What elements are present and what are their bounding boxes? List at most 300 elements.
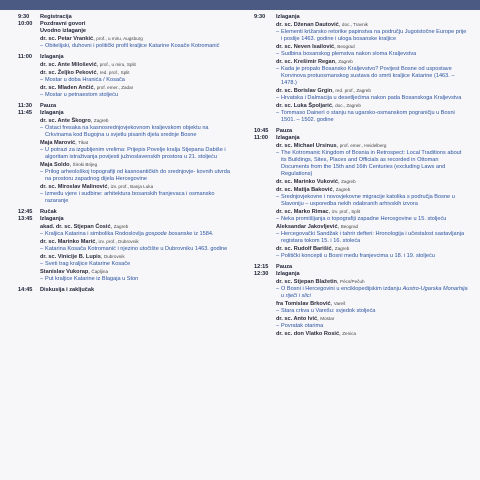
time-slot [18, 191, 40, 205]
program-row [254, 14, 468, 21]
talk-title [40, 43, 236, 50]
program-content [40, 35, 236, 43]
time-slot [254, 87, 276, 95]
speaker: dr. sc. Željko Peković, red. prof., Split [40, 70, 130, 76]
program-content [40, 43, 236, 50]
program-row [254, 308, 468, 315]
bullet-dash: – [40, 191, 44, 197]
bullet-dash: – [40, 261, 44, 267]
speaker-name: dr. sc. Stjepan Blažetin [276, 279, 337, 285]
program-content [276, 208, 468, 216]
speaker-name: dr. sc. Dženan Dautović [276, 22, 339, 28]
speaker-affiliation: Dubrovnik [103, 254, 125, 259]
speaker-affiliation: Pécs/Pečuh [340, 279, 365, 284]
program-content [276, 58, 468, 66]
speaker-name: dr. sc. Petar Vrankić [40, 36, 94, 42]
talk-title-text: Hrvatska i Dalmacija u desetljećima nakon pada Bosanskoga Kraljevstva [281, 95, 462, 101]
program-row [18, 110, 236, 117]
speaker: dr. sc. Petar Vrankić, prof., u miru, Augsburg [40, 36, 143, 42]
time-slot [254, 51, 276, 58]
bullet-dash: – [276, 286, 280, 292]
time-slot [254, 95, 276, 102]
program-row [18, 209, 236, 216]
program-content [276, 286, 468, 300]
program-row [254, 43, 468, 51]
speaker-affiliation: Zagreb [334, 246, 350, 251]
speaker: dr. sc. Marinko Vuković, Zagreb [276, 179, 356, 185]
time-slot [18, 268, 40, 276]
program-row [18, 231, 236, 238]
bullet-dash: – [276, 150, 280, 156]
program-content [276, 308, 468, 315]
bullet-dash: – [276, 110, 280, 116]
program-row [254, 66, 468, 87]
talk-title [276, 231, 468, 245]
talk-title-text: Sudbina bosanskog plemstva nakon sloma Kraljevstva [281, 51, 417, 57]
session-heading: Uvodno izlaganje [40, 28, 86, 34]
time-slot: 11:45 [18, 110, 32, 116]
program-row [18, 14, 236, 21]
talk-title-text: Sveti trag kraljice Katarine Kosače [45, 261, 131, 267]
program-row [254, 178, 468, 186]
program-content [40, 84, 236, 92]
time-slot [18, 117, 40, 125]
program-content [276, 271, 468, 278]
program-row [254, 194, 468, 208]
speaker: dr. sc. Marko Rimac, izv. prof., Split [276, 209, 361, 215]
program-content [40, 216, 236, 223]
program-row [254, 95, 468, 102]
time-slot [254, 315, 276, 323]
program-row [18, 276, 236, 283]
program-row [18, 35, 236, 43]
program-row [18, 43, 236, 50]
time-slot [254, 178, 276, 186]
speaker-affiliation: Čapljina [91, 269, 109, 274]
speaker-affiliation: red. prof., Zagreb [335, 88, 371, 93]
program-row [18, 246, 236, 253]
program-content [276, 231, 468, 245]
program-content [40, 223, 236, 231]
program-row [18, 268, 236, 276]
program-content [40, 246, 236, 253]
time-slot [18, 69, 40, 77]
program-content [276, 323, 468, 330]
bullet-dash: – [40, 43, 44, 49]
time-slot: 11:30 [18, 103, 32, 109]
time-slot [18, 183, 40, 191]
program-row [254, 135, 468, 142]
speaker-name: fra Tomislav Brković [276, 301, 331, 307]
speaker: Maja Marović, Tikat [40, 140, 89, 146]
program-content [40, 231, 236, 238]
block-label: Pauza [40, 103, 57, 109]
speaker: fra Tomislav Brković, Vareš [276, 301, 346, 307]
time-slot [18, 35, 40, 43]
program-row [254, 330, 468, 338]
talk-title [40, 191, 236, 205]
talk-title [40, 261, 236, 268]
talk-title [276, 51, 468, 58]
speaker: dr. sc. Ante Milošević, prof., u miru, Split [40, 62, 136, 68]
bullet-dash: – [40, 92, 44, 98]
speaker-name: dr. sc. Marko Rimac [276, 209, 329, 215]
bullet-dash: – [40, 125, 44, 131]
speaker: dr. sc. Anto Ivić, Mostar [276, 316, 335, 322]
time-slot [18, 92, 40, 99]
program-content [40, 21, 236, 28]
speaker-affiliation: Beograd [337, 44, 355, 49]
time-slot [254, 186, 276, 194]
program-row [18, 161, 236, 169]
time-slot [18, 223, 40, 231]
program-row [18, 223, 236, 231]
bullet-dash: – [276, 51, 280, 57]
talk-title [40, 92, 236, 99]
time-slot [254, 110, 276, 124]
speaker-name: dr. sc. Vinicije B. Lupis [40, 254, 101, 260]
program-content [276, 300, 468, 308]
program-row [254, 323, 468, 330]
talk-title-text: Kraljica Katarina i simbolika Rodoslovlja gospode bosanske iz 1584. [45, 231, 214, 237]
talk-title [40, 231, 236, 238]
speaker-name: Aleksandar Jakovljević [276, 224, 338, 230]
program-content [40, 169, 236, 183]
speaker: akad. dr. sc. Stjepan Ćosić, Zagreb [40, 224, 129, 230]
time-slot [18, 125, 40, 139]
program-row [18, 28, 236, 35]
program-content [40, 77, 236, 84]
bullet-dash: – [40, 169, 44, 175]
program-row [18, 117, 236, 125]
speaker-affiliation: Zagreb [335, 187, 351, 192]
time-slot: 11:00 [254, 135, 268, 141]
time-slot [254, 66, 276, 87]
program-content [40, 69, 236, 77]
program-row [254, 142, 468, 150]
block-label: Izlaganja [40, 216, 64, 222]
talk-title [40, 147, 236, 161]
program-row [18, 61, 236, 69]
speaker: dr. sc. Krešimir Regan, Zagreb [276, 59, 353, 65]
speaker-name: dr. sc. Krešimir Regan [276, 59, 336, 65]
speaker-affiliation: Zagreb [341, 179, 356, 184]
talk-title-text: Srednjovjekovne i novovjekovne migracije katolika s područja Bosne u Slavoniju – usporedba nekih odabranih arhivskih izvora [281, 194, 455, 207]
program-content [40, 191, 236, 205]
program-content [276, 264, 468, 271]
bullet-dash: – [276, 29, 280, 35]
talk-title-text: Povratak otarima [281, 323, 324, 329]
program-row [18, 287, 236, 294]
talk-title [40, 169, 236, 183]
time-slot [254, 150, 276, 178]
program-content [40, 147, 236, 161]
program-row [254, 216, 468, 223]
program-row [254, 29, 468, 43]
block-label: Izlaganja [276, 135, 300, 141]
speaker-affiliation: doc., Zagreb [335, 103, 361, 108]
time-slot [254, 300, 276, 308]
program-row [254, 271, 468, 278]
time-slot: 12:45 [18, 209, 33, 215]
time-slot [254, 21, 276, 29]
talk-title [40, 125, 236, 139]
time-slot [18, 261, 40, 268]
talk-title-text: Tommaso Dainerì o stanju na ugarsko-osmanskom pograničju u Bosni 1501. – 1502. godine [281, 110, 455, 123]
block-label: Izlaganja [276, 14, 300, 20]
program-row [254, 102, 468, 110]
talk-title [276, 253, 468, 260]
bullet-dash: – [40, 147, 44, 153]
program-row [18, 191, 236, 205]
block-label: Diskusija i zaključak [40, 287, 95, 293]
time-slot [254, 278, 276, 286]
block-label: Registracija [40, 14, 72, 20]
program-row [254, 51, 468, 58]
program-column-left [18, 14, 236, 294]
program-content [40, 139, 236, 147]
program-row [254, 245, 468, 253]
program-row [254, 186, 468, 194]
speaker: dr. sc. Luka Špoljarić, doc., Zagreb [276, 103, 361, 109]
program-content [40, 103, 236, 110]
talk-title [276, 29, 468, 43]
talk-title [40, 276, 236, 283]
program-row [254, 110, 468, 124]
speaker-name: Maja Marović [40, 140, 76, 146]
program-row [18, 125, 236, 139]
bullet-dash: – [276, 95, 280, 101]
speaker: dr. sc. Michael Ursinus, prof. emer., Heidelberg [276, 143, 387, 149]
top-band [0, 6, 480, 10]
time-slot [254, 223, 276, 231]
program-content [276, 51, 468, 58]
program-content [40, 161, 236, 169]
program-row [18, 77, 236, 84]
block-label: Izlaganja [40, 110, 64, 116]
program-content [276, 110, 468, 124]
speaker-affiliation: izv. prof., Split [331, 209, 361, 214]
time-slot [254, 208, 276, 216]
speaker: Stanislav Vukorap, Čapljina [40, 269, 109, 275]
time-slot: 11:00 [18, 54, 32, 60]
program-row [18, 84, 236, 92]
program-content [276, 253, 468, 260]
program-row [18, 103, 236, 110]
program-row [254, 300, 468, 308]
speaker-name: dr. sc. Anto Ivić [276, 316, 318, 322]
program-content [40, 110, 236, 117]
speaker-affiliation: Zagreb [338, 59, 353, 64]
time-slot [18, 253, 40, 261]
bullet-dash: – [40, 77, 44, 83]
time-slot [254, 102, 276, 110]
speaker-affiliation: red. prof., Split [99, 70, 130, 75]
speaker: dr. sc. Ante Škogro, Zagreb [40, 118, 109, 124]
time-slot: 9:30 [254, 14, 266, 20]
time-slot [254, 194, 276, 208]
time-slot: 13:45 [18, 216, 33, 222]
program-row [254, 58, 468, 66]
time-slot [254, 231, 276, 245]
speaker: dr. sc. Rudolf Barišić, Zagreb [276, 246, 350, 252]
talk-title [276, 110, 468, 124]
talk-title [276, 286, 468, 300]
talk-title [40, 246, 236, 253]
speaker-affiliation: Beograd [340, 224, 359, 229]
program-content [276, 142, 468, 150]
program-column-right [254, 14, 468, 338]
program-content [276, 29, 468, 43]
program-content [276, 87, 468, 95]
block-label: Pauza [276, 264, 293, 270]
program-row [254, 278, 468, 286]
speaker-name: akad. dr. sc. Stjepan Ćosić [40, 224, 111, 230]
program-content [40, 287, 236, 294]
program-row [18, 216, 236, 223]
speaker-name: dr. sc. Luka Špoljarić [276, 103, 332, 109]
speaker: Aleksandar Jakovljević, Beograd [276, 224, 359, 230]
speaker-name: Maja Soldo [40, 162, 70, 168]
program-content [40, 14, 236, 21]
program-content [276, 43, 468, 51]
time-slot: 14:45 [18, 287, 33, 293]
program-content [276, 223, 468, 231]
program-content [276, 95, 468, 102]
program-content [40, 117, 236, 125]
program-content [276, 330, 468, 338]
speaker: dr. sc. Matija Baković, Zagreb [276, 187, 351, 193]
talk-title [276, 66, 468, 87]
talk-title-text: Stara crkva u Varešu: svjedok stoljeća [281, 308, 376, 314]
talk-title [276, 308, 468, 315]
speaker-name: dr. sc. Neven Isailović [276, 44, 335, 50]
program-row [254, 223, 468, 231]
time-slot: 10:45 [254, 128, 269, 134]
speaker: dr. sc. Borislav Grgin, red. prof., Zagreb [276, 88, 371, 94]
program-content [40, 276, 236, 283]
speaker-name: dr. sc. Mladen Ančić [40, 85, 94, 91]
program-content [276, 178, 468, 186]
time-slot [254, 323, 276, 330]
program-content [276, 66, 468, 87]
speaker: dr. sc. don Vlatko Rosić, Zenica [276, 331, 357, 337]
time-slot [18, 169, 40, 183]
time-slot: 10:00 [18, 21, 33, 27]
talk-title [276, 194, 468, 208]
program-row [254, 315, 468, 323]
speaker-affiliation: Zenica [342, 331, 357, 336]
time-slot [254, 308, 276, 315]
speaker: dr. sc. Neven Isailović, Beograd [276, 44, 355, 50]
speaker-affiliation: Tikat [78, 140, 89, 145]
time-slot [18, 246, 40, 253]
speaker-name: dr. sc. Marinko Vuković [276, 179, 338, 185]
program-row [254, 253, 468, 260]
time-slot [18, 84, 40, 92]
speaker-affiliation: prof. emer., Zadar [96, 85, 134, 90]
program-row [18, 139, 236, 147]
speaker: Maja Soldo, Široki Brijeg [40, 162, 98, 168]
speaker-name: dr. sc. Miroslav Malinović [40, 184, 108, 190]
speaker-affiliation: prof. emer., Heidelberg [339, 143, 387, 148]
program-row [254, 128, 468, 135]
talk-title-text: Neka promišljanja o topografiji zapadne Hercegovine u 15. stoljeću [281, 216, 447, 222]
talk-title-text: Mostar u doba Hranića / Kosača [45, 77, 125, 83]
program-row [254, 87, 468, 95]
talk-title [276, 216, 468, 223]
program-content [40, 268, 236, 276]
time-slot: 12:15 [254, 264, 269, 270]
talk-title [276, 323, 468, 330]
program-row [254, 150, 468, 178]
block-label: Pauza [276, 128, 293, 134]
speaker-name: dr. sc. don Vlatko Rosić [276, 331, 340, 337]
time-slot: 9:30 [18, 14, 30, 20]
program-content [276, 150, 468, 178]
program-row [254, 286, 468, 300]
program-content [276, 245, 468, 253]
program-content [40, 238, 236, 246]
time-slot [254, 142, 276, 150]
time-slot [18, 77, 40, 84]
speaker: dr. sc. Stjepan Blažetin, Pécs/Pečuh [276, 279, 365, 285]
time-slot [254, 43, 276, 51]
program-row [18, 253, 236, 261]
talk-title-text: Hercegovački Sandžak i tahrir defteri: Hronologija i učestalost sastavljanja registara tokom 15. i 16. stoleća [281, 231, 465, 244]
time-slot [18, 61, 40, 69]
bullet-dash: – [40, 276, 44, 282]
program-content [40, 253, 236, 261]
block-label: Pozdravni govori [40, 21, 86, 27]
speaker: dr. sc. Miroslav Malinović, izv. prof., Banja Luka [40, 184, 154, 190]
time-slot [18, 238, 40, 246]
speaker-affiliation: doc., Travnik [341, 22, 368, 27]
program-row [18, 92, 236, 99]
bullet-dash: – [276, 216, 280, 222]
talk-title-text: Kada je propalo Bosansko Kraljevstvo? Povijest Bosne od uspostave Korvinova protuosmanskog sustava do smrti kraljice Katarine (1463. – 1478.) [281, 66, 455, 86]
speaker-affiliation: Zagreb [113, 224, 129, 229]
program-content [40, 92, 236, 99]
speaker-affiliation: Zagreb [93, 118, 109, 123]
program-content [276, 102, 468, 110]
program-row [18, 147, 236, 161]
program-content [276, 135, 468, 142]
speaker-affiliation: izv. prof., Dubrovnik [98, 239, 139, 244]
speaker-name: dr. sc. Marinko Marić [40, 239, 96, 245]
program-content [276, 186, 468, 194]
program-content [40, 209, 236, 216]
time-slot [18, 28, 40, 35]
program-content [40, 125, 236, 139]
talk-title-text: Obitelijski, duhovni i politički profil kraljice Katarine Kosače Kotromanić [45, 43, 220, 49]
program-row [18, 183, 236, 191]
talk-title-text: Ostaci fresaka na kasnosrednjovjekovnom kraljevskom objektu na Crkvinama kod Bugojna u svjetlu pisanih djela srednje Bosne [45, 125, 209, 138]
talk-title-text: Između vjere i sudbine: arhitektura bosanskih franjevaca i osmansko razaranje [45, 191, 215, 204]
program-row [18, 238, 236, 246]
program-content [276, 278, 468, 286]
speaker-name: dr. sc. Borislav Grgin [276, 88, 333, 94]
speaker-name: Stanislav Vukorap [40, 269, 89, 275]
talk-title [276, 150, 468, 178]
time-slot [18, 43, 40, 50]
program-row [18, 21, 236, 28]
speaker-affiliation: prof., u miru, Split [99, 62, 136, 67]
time-slot [254, 253, 276, 260]
bullet-dash: – [276, 66, 280, 72]
talk-title [276, 95, 468, 102]
bullet-dash: – [276, 194, 280, 200]
